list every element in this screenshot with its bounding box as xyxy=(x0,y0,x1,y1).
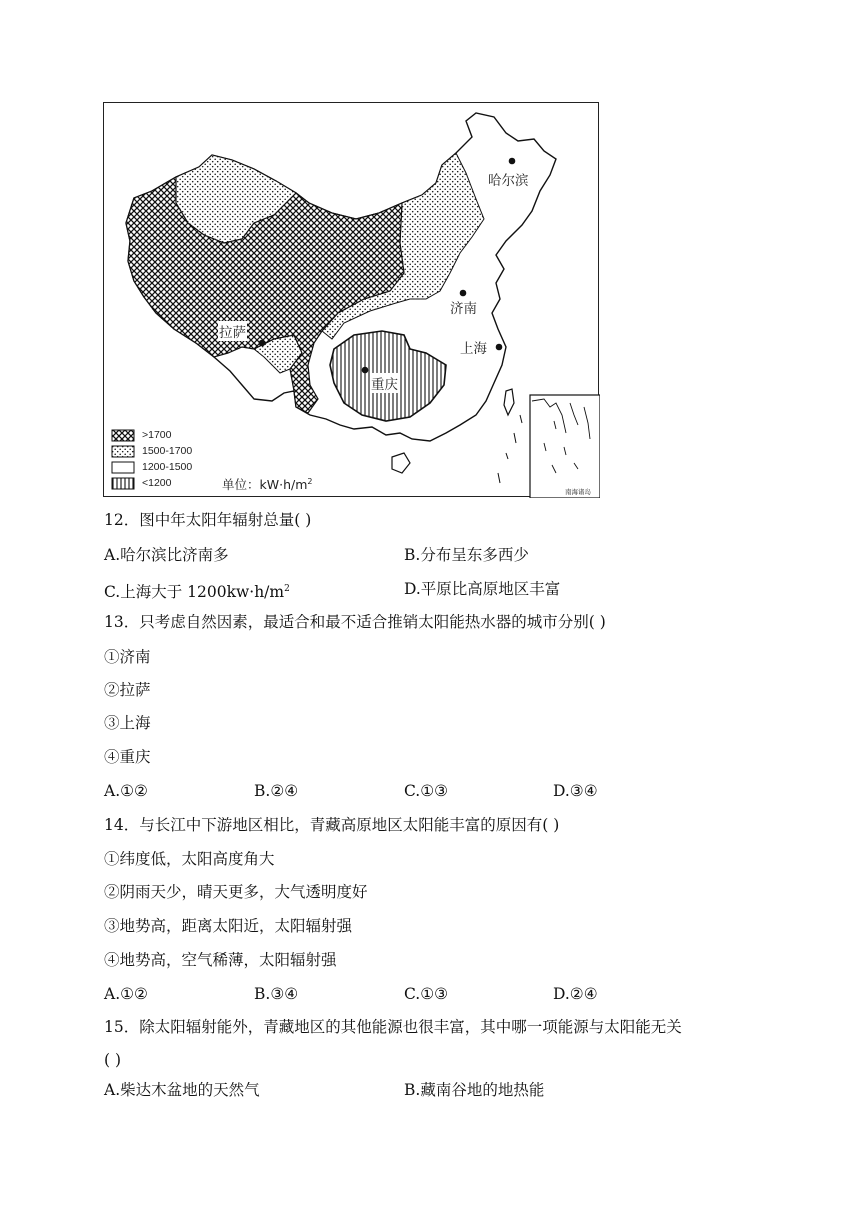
q14-item-3: ③地势高，距离太阳近，太阳辐射强 xyxy=(104,917,353,935)
q13-option-c[interactable]: C.①③ xyxy=(404,782,449,800)
city-dot-shanghai xyxy=(496,344,503,351)
q13-option-a[interactable]: A.①② xyxy=(104,782,148,800)
legend-swatch-1200-1500 xyxy=(112,462,134,473)
city-dot-jinan xyxy=(460,290,467,297)
q12-option-c[interactable]: C.上海大于 $1200kw\cdot h/m^2$ xyxy=(104,583,290,602)
q12-stem: 12．图中年太阳年辐射总量( ) xyxy=(104,511,312,529)
q14-option-d[interactable]: D.②④ xyxy=(553,985,598,1003)
legend-swatch-under-1200 xyxy=(112,478,134,489)
taiwan-island xyxy=(504,389,514,415)
inset-label: 南海诸岛 xyxy=(565,488,591,496)
city-label-jinan: 济南 xyxy=(450,301,477,317)
map-unit: 单位：$kW\cdot h/m^2$ xyxy=(222,476,313,492)
legend-swatch-1500-1700 xyxy=(112,446,134,457)
city-dot-chongqing xyxy=(362,367,369,374)
q15-option-a[interactable]: A.柴达木盆地的天然气 xyxy=(104,1081,260,1099)
q13-stem: 13．只考虑自然因素，最适合和最不适合推销太阳能热水器的城市分别( ) xyxy=(104,613,606,631)
q13-option-d[interactable]: D.③④ xyxy=(553,782,598,800)
city-label-chongqing: 重庆 xyxy=(370,373,399,393)
q13-item-4: ④重庆 xyxy=(104,748,151,766)
q15-option-b[interactable]: B.藏南谷地的地热能 xyxy=(404,1081,545,1099)
hainan-island xyxy=(392,453,410,473)
china-map-drawing xyxy=(104,103,600,498)
q14-option-a[interactable]: A.①② xyxy=(104,985,148,1003)
q13-option-b[interactable]: B.②④ xyxy=(254,782,299,800)
city-label-lhasa: 拉萨 xyxy=(218,321,247,341)
city-label-shanghai: 上海 xyxy=(460,337,487,357)
city-label-harbin: 哈尔滨 xyxy=(488,173,529,189)
q12-option-b[interactable]: B.分布呈东多西少 xyxy=(404,546,529,564)
solar-radiation-map xyxy=(103,102,599,497)
q15-stem-continued: ( ) xyxy=(104,1051,122,1069)
q14-item-4: ④地势高，空气稀薄，太阳辐射强 xyxy=(104,951,337,969)
q13-item-3: ③上海 xyxy=(104,714,151,732)
q14-item-1: ①纬度低，太阳高度角大 xyxy=(104,850,275,868)
q12-option-d[interactable]: D.平原比高原地区丰富 xyxy=(404,580,561,598)
q14-option-b[interactable]: B.③④ xyxy=(254,985,299,1003)
city-dot-harbin xyxy=(509,158,516,165)
legend-label-under-1200: <1200 xyxy=(142,477,172,489)
legend-swatch-over-1700 xyxy=(112,430,134,441)
q13-item-1: ①济南 xyxy=(104,648,151,666)
q13-item-2: ②拉萨 xyxy=(104,681,151,699)
inset-box xyxy=(530,395,600,498)
city-dot-lhasa xyxy=(259,340,266,347)
q15-stem: 15．除太阳辐射能外，青藏地区的其他能源也很丰富，其中哪一项能源与太阳能无关 xyxy=(104,1018,682,1036)
legend-label-over-1700: >1700 xyxy=(142,429,172,441)
legend-label-1500-1700: 1500-1700 xyxy=(142,445,193,457)
q14-stem: 14．与长江中下游地区相比，青藏高原地区太阳能丰富的原因有( ) xyxy=(104,816,560,834)
q12-option-a[interactable]: A.哈尔滨比济南多 xyxy=(104,546,229,564)
legend-label-1200-1500: 1200-1500 xyxy=(142,461,193,473)
maritime-boundary xyxy=(498,415,522,483)
q14-item-2: ②阴雨天少，晴天更多，大气透明度好 xyxy=(104,883,368,901)
q14-option-c[interactable]: C.①③ xyxy=(404,985,449,1003)
